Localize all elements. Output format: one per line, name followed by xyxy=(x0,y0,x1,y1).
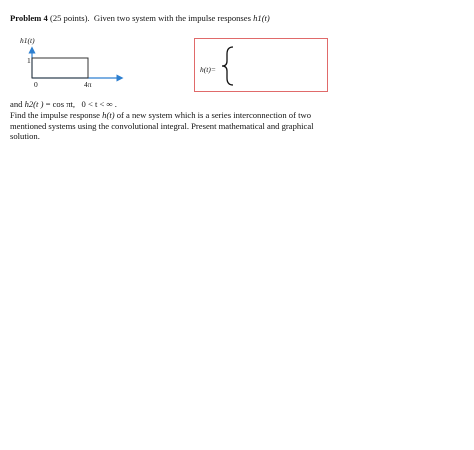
task-line-1a: Find the impulse response xyxy=(10,110,100,120)
problem-label: Problem 4 xyxy=(10,13,48,23)
task-line-1b: of a new system which is a series interconnection of two xyxy=(116,110,311,120)
problem-statement xyxy=(10,13,270,23)
task-line-1 xyxy=(10,110,311,120)
graph-x-origin: 0 xyxy=(34,80,38,89)
pulse-rectangle xyxy=(32,58,88,78)
answer-label: h(t)= xyxy=(200,65,216,74)
h2-definition xyxy=(10,99,117,109)
h1-graph-plot xyxy=(10,36,140,98)
problem-points: (25 points). xyxy=(49,13,90,23)
answer-box[interactable] xyxy=(194,38,328,92)
left-brace-icon xyxy=(219,46,237,86)
h2-range: 0 < t < ∞ . xyxy=(81,99,117,109)
h2-rhs: = cos πt, xyxy=(45,99,76,109)
graph-ylabel: h1(t) xyxy=(20,36,35,45)
h2-lhs: h2(t ) xyxy=(24,99,44,109)
graph-x-tick: 4π xyxy=(84,80,92,89)
task-line-3: solution. xyxy=(10,131,40,141)
h1-symbol: h1(t) xyxy=(253,13,270,23)
graph-y-tick: 1 xyxy=(27,56,31,65)
task-h-symbol: h(t) xyxy=(102,110,115,120)
task-line-2: mentioned systems using the convolutional integral. Present mathematical and graphical xyxy=(10,120,314,131)
h2-prefix: and xyxy=(10,99,23,109)
h1-graph xyxy=(10,36,140,98)
problem-intro: Given two system with the impulse responses xyxy=(93,13,251,23)
